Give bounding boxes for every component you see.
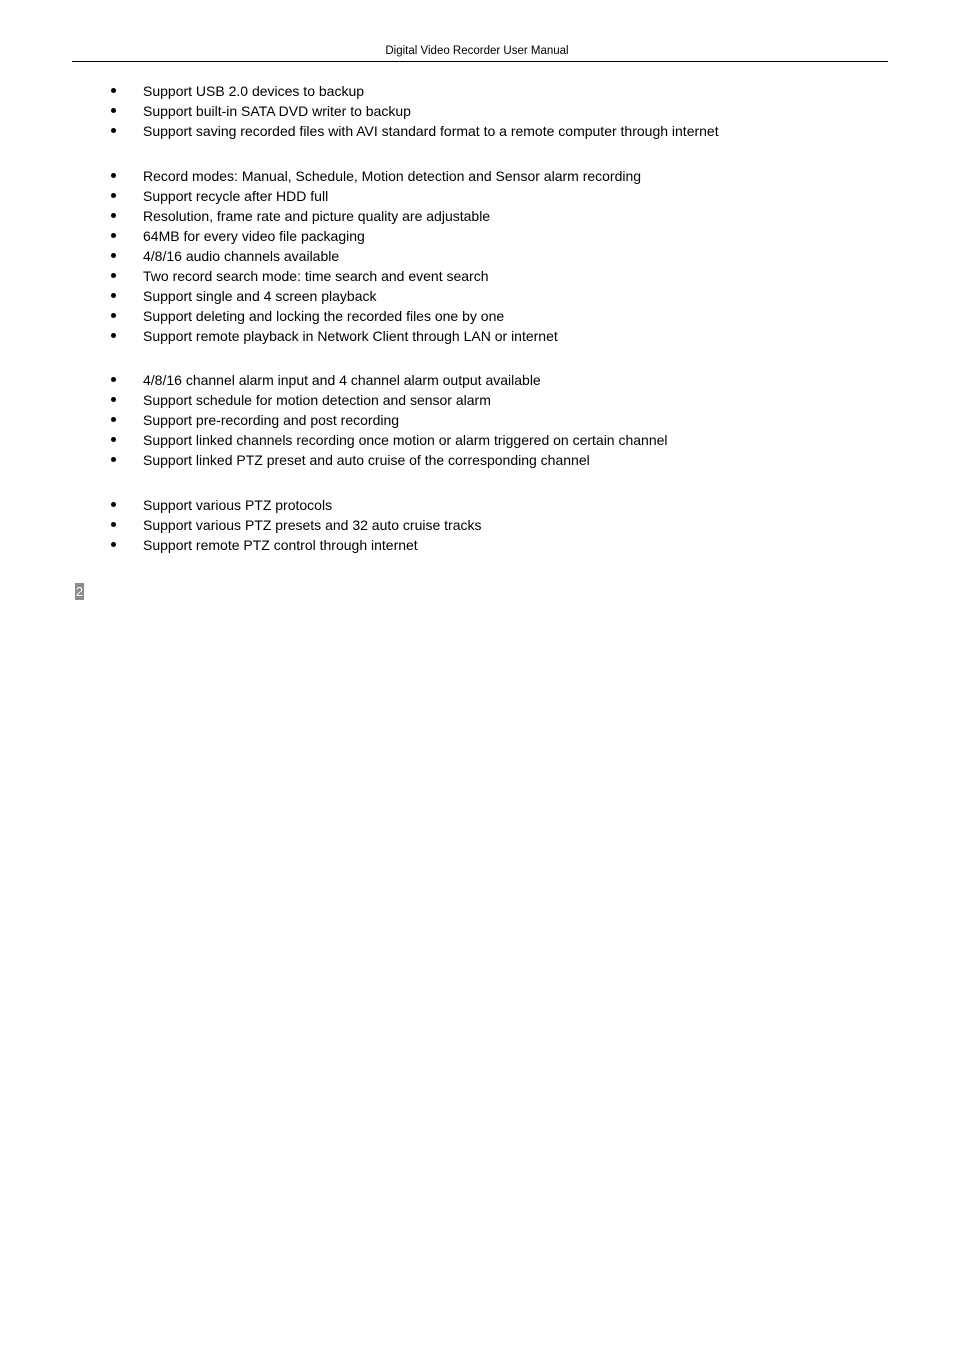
bullet-icon	[111, 88, 116, 93]
list-item-text: Support remote playback in Network Client through LAN or internet	[143, 328, 558, 344]
list-item-text: Support single and 4 screen playback	[143, 288, 377, 304]
list-item	[0, 535, 954, 555]
list-item	[0, 390, 954, 410]
bullet-icon	[111, 333, 116, 338]
bullet-icon	[111, 502, 116, 507]
list-item	[0, 326, 954, 346]
record-playback-feature-list	[0, 166, 954, 346]
list-item	[0, 246, 954, 266]
backup-feature-list	[0, 81, 954, 141]
list-item-text: Support various PTZ protocols	[143, 497, 333, 513]
bullet-icon	[111, 128, 116, 133]
bullet-icon	[111, 417, 116, 422]
ptz-feature-list	[0, 495, 954, 555]
list-item-text: Two record search mode: time search and event search	[143, 268, 489, 284]
bullet-icon	[111, 233, 116, 238]
page-header-title: Digital Video Recorder User Manual	[385, 45, 569, 57]
list-item-text: Support recycle after HDD full	[143, 188, 329, 204]
list-item	[0, 81, 954, 101]
list-item-text: 64MB for every video file packaging	[143, 228, 365, 244]
list-item-text: 4/8/16 channel alarm input and 4 channel alarm output available	[143, 372, 541, 388]
list-item-text: Support remote PTZ control through internet	[143, 537, 418, 553]
list-item	[0, 450, 954, 470]
list-item	[0, 226, 954, 246]
header-divider	[72, 61, 888, 62]
bullet-icon	[111, 313, 116, 318]
bullet-icon	[111, 542, 116, 547]
list-item-text: Record modes: Manual, Schedule, Motion detection and Sensor alarm recording	[143, 168, 642, 184]
list-item	[0, 101, 954, 121]
list-item-text: Resolution, frame rate and picture quality are adjustable	[143, 208, 491, 224]
list-item-text: Support schedule for motion detection and sensor alarm	[143, 392, 491, 408]
list-item	[0, 266, 954, 286]
alarm-feature-list	[0, 370, 954, 470]
bullet-icon	[111, 108, 116, 113]
list-item-text: Support pre-recording and post recording	[143, 412, 400, 428]
page-number: 2	[75, 584, 84, 599]
bullet-icon	[111, 193, 116, 198]
bullet-icon	[111, 437, 116, 442]
list-item	[0, 410, 954, 430]
bullet-icon	[111, 397, 116, 402]
bullet-icon	[111, 253, 116, 258]
list-item-text: Support linked channels recording once motion or alarm triggered on certain channel	[143, 432, 668, 448]
list-item	[0, 495, 954, 515]
list-item-text: Support saving recorded files with AVI standard format to a remote computer through internet	[143, 123, 719, 139]
list-item	[0, 306, 954, 326]
list-item	[0, 430, 954, 450]
bullet-icon	[111, 522, 116, 527]
list-item-text: Support deleting and locking the recorded files one by one	[143, 308, 505, 324]
list-item-text: Support built-in SATA DVD writer to backup	[143, 103, 411, 119]
bullet-icon	[111, 457, 116, 462]
list-item	[0, 515, 954, 535]
list-item	[0, 206, 954, 226]
bullet-icon	[111, 213, 116, 218]
list-item	[0, 370, 954, 390]
bullet-icon	[111, 293, 116, 298]
list-item-text: Support linked PTZ preset and auto cruise of the corresponding channel	[143, 452, 590, 468]
bullet-icon	[111, 377, 116, 382]
bullet-icon	[111, 273, 116, 278]
list-item	[0, 121, 954, 141]
list-item-text: Support USB 2.0 devices to backup	[143, 83, 365, 99]
list-item	[0, 186, 954, 206]
bullet-icon	[111, 173, 116, 178]
list-item	[0, 286, 954, 306]
list-item-text: 4/8/16 audio channels available	[143, 248, 340, 264]
list-item	[0, 166, 954, 186]
list-item-text: Support various PTZ presets and 32 auto cruise tracks	[143, 517, 482, 533]
